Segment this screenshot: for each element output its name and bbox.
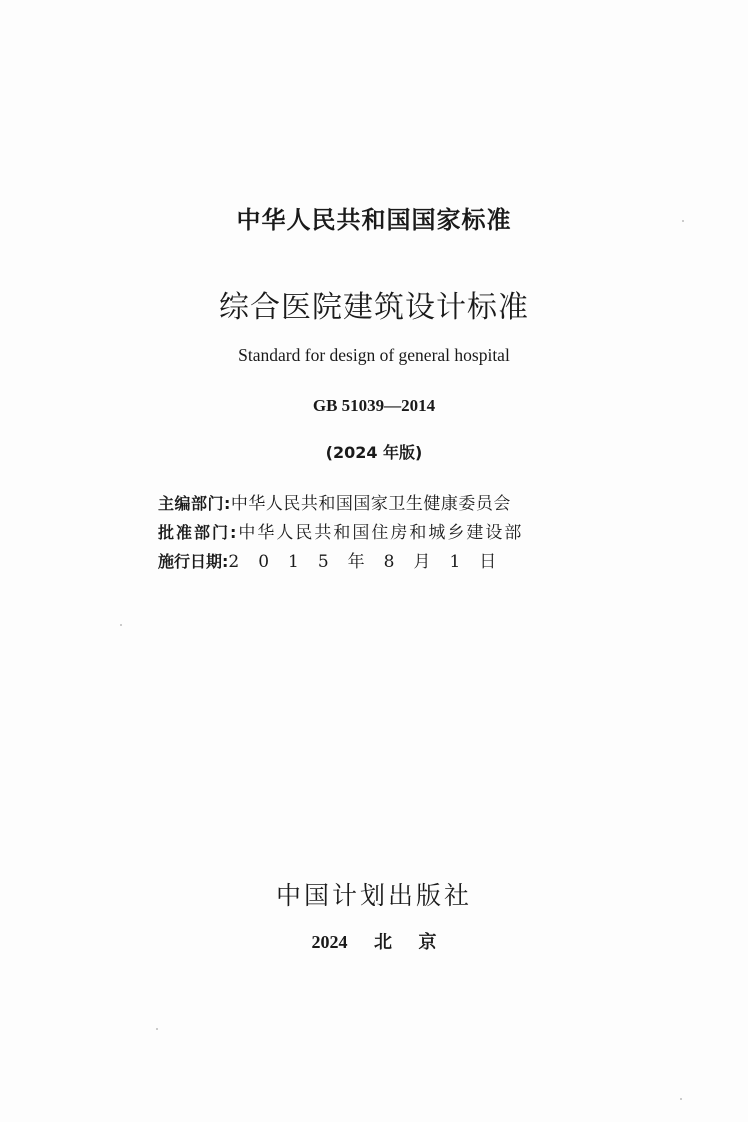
publisher-name: 中国计划出版社 — [275, 881, 472, 910]
editor-value: 中华人民共和国国家卫生健康委员会 — [230, 494, 511, 514]
paper-speck — [120, 624, 122, 626]
paper-speck — [682, 220, 684, 222]
chinese-title: 综合医院建筑设计标准 — [219, 290, 529, 325]
paper-speck — [680, 1098, 682, 1100]
standard-code: GB 51039—2014 — [312, 396, 436, 415]
publication-year-place: 2024 北 京 — [311, 932, 437, 952]
national-standard-heading: 中华人民共和国国家标准 — [236, 206, 512, 234]
effective-date-row — [158, 552, 515, 572]
approver-row — [158, 523, 523, 543]
editor-row — [158, 494, 511, 514]
approver-label: 批准部门: — [158, 523, 239, 542]
editor-label: 主编部门: — [158, 494, 231, 513]
effective-date-label: 施行日期: — [158, 552, 229, 571]
paper-speck — [156, 1028, 158, 1030]
approver-value: 中华人民共和国住房和城乡建设部 — [238, 523, 524, 543]
edition-label: (2024 年版) — [325, 443, 423, 462]
english-title: Standard for design of general hospital — [238, 345, 510, 365]
effective-date-value: 2015年8月1日 — [228, 552, 516, 572]
